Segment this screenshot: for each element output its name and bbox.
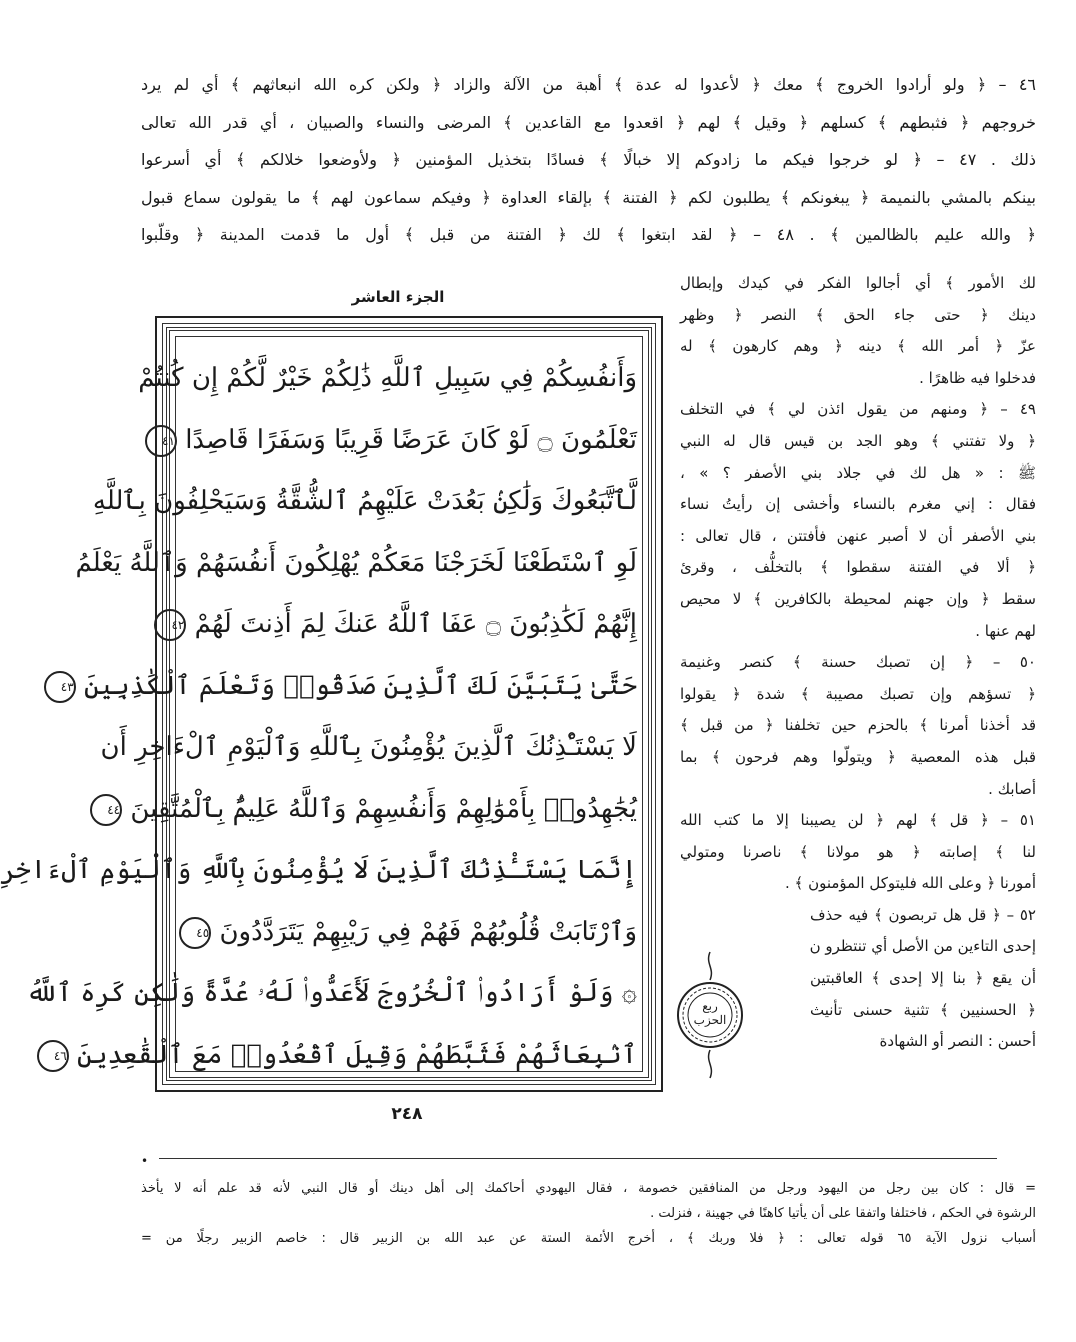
tafsir-line: ﴿ ألا في الفتنة سقطوا ﴾ بالتخلُّف ، وقرئ — [680, 558, 1036, 577]
verse-text: لَا يَسْتَـْٔذِنُكَ ٱلَّذِينَ يُؤْمِنُونَ بِٱللَّهِ وَٱلْيَوْمِ ٱلْءَاخِرِ أَن — [100, 732, 637, 762]
verse-text: وَأَنفُسِكُمْ فِي سَبِيلِ ٱللَّهِ ذَٰلِكُمْ خَيْرٌ لَّكُمْ إِن كُنتُمْ — [138, 363, 637, 393]
tafsir-line: دينك ﴿ حتى جاء الحق ﴾ النصر ﴿ وظهر — [680, 305, 1036, 324]
ayah-number-icon: ٤٥ — [179, 917, 211, 949]
verse-line — [53, 1025, 637, 1087]
mushaf-frame — [0, 316, 663, 1092]
verse-line — [107, 779, 637, 841]
verse-text: لَوِ ٱسْتَطَعْنَا لَخَرَجْنَا مَعَكُمْ يُهْلِكُونَ أَنفُسَهُمْ وَٱللَّهُ يَعْلَمُ — [75, 547, 637, 578]
ayah-number-icon: ٤٤ — [90, 794, 122, 826]
footnotes — [141, 1176, 1036, 1251]
ayah-number-icon: ٤٣ — [44, 671, 76, 703]
verse-line — [60, 656, 637, 718]
tafsir-line: لهم عنها . — [975, 621, 1036, 640]
verse-line — [162, 410, 637, 472]
verse-text: ۞ وَلَوْ أَرَادُوا۟ ٱلْخُرُوجَ لَأَعَدُّوا۟ لَهُۥ عُدَّةً وَلَٰكِن كَرِهَ ٱللَّهُ — [26, 978, 637, 1008]
hizb-label: ربع الحزب — [693, 999, 727, 1027]
tafsir-line: ٥٠ – ﴿ إن تصبك حسنة ﴾ كنصر وغنيمة — [680, 653, 1036, 672]
tafsir-line: قد أخذنا أمرنا ﴾ بالحزم حين تخلفنا ﴿ من قبل ﴾ — [680, 716, 1036, 735]
tafsir-line: ﴿ تسؤهم وإن تصبك مصيبة ﴾ شدة ﴿ يقولوا — [680, 684, 1036, 703]
tafsir-line: بينكم بالمشي بالنميمة ﴿ يبغونكم ﴾ يطلبون لكم ﴿ الفتنة ﴾ بإلقاء العداوة ﴿ وفيكم سماعون لهم ﴾ ما يقولون سماع قبول — [141, 187, 1036, 207]
tafsir-line: إحدى التاءين من الأصل أي تنتظرو ن — [809, 937, 1036, 956]
tafsir-line: لنا ﴾ إصابته ﴿ هو مولانا ﴾ ناصرنا ومتولي — [680, 842, 1036, 861]
verse-text: ٱنۢبِعَاثَهُمْ فَثَبَّطَهُمْ وَقِيلَ ٱقْعُدُوا۟ مَعَ ٱلْقَٰعِدِينَ — [76, 1039, 637, 1070]
verse-text: إِنَّهُمْ لَكَٰذِبُونَ ۝ عَفَا ٱللَّهُ عَنكَ لِمَ أَذِنتَ لَهُمْ — [194, 609, 637, 639]
tafsir-line: أحسن : النصر أو الشهادة — [879, 1032, 1036, 1051]
footnote-line: أسباب نزول الآية ٦٥ قوله تعالى : ﴿ فلا وربك ﴾ ، أخرج الأئمة الستة عن عبد الله بن الزبير قال : خاصم الزبير رجلًا من = — [141, 1231, 1036, 1246]
verse-text: تَعْلَمُونَ ۝ لَوْ كَانَ عَرَضًا قَرِيبًا وَسَفَرًا قَاصِدًا — [185, 424, 637, 455]
tafsir-line: سقط ﴿ وإن جهنم لمحيطة بالكافرين ﴾ لا محيص — [680, 589, 1036, 608]
tafsir-line: لك الأمور ﴾ أي أجالوا الفكر في كيدك وإبطال — [680, 274, 1036, 292]
tafsir-line: فقال : إني مغرم بالنساء وأخشى إن رأيتُ نساء — [680, 495, 1036, 514]
tafsir-line: أصابك . — [988, 779, 1036, 798]
verse-text: حَتَّىٰ يَتَبَيَّنَ لَكَ ٱلَّذِينَ صَدَقُوا۟ وَتَعْلَمَ ٱلْكَٰذِبِينَ — [83, 670, 637, 701]
verse-text: لَّٱتَّبَعُوكَ وَلَٰكِنۢ بَعُدَتْ عَلَيْهِمُ ٱلشُّقَّةُ وَسَيَحْلِفُونَ بِٱللَّهِ — [92, 486, 637, 516]
verse-text: وَٱرْتَابَتْ قُلُوبُهُمْ فَهُمْ فِي رَيْبِهِمْ يَتَرَدَّدُونَ — [219, 916, 637, 947]
ayah-number-icon: ٤٢ — [154, 609, 186, 641]
juz-header: الجزء العاشر — [351, 288, 445, 306]
tafsir-line: ٤٩ – ﴿ ومنهم من يقول ائذن لي ﴾ في التخلف — [680, 400, 1036, 419]
ayah-number-icon: ٤١ — [145, 425, 177, 457]
tafsir-line: ﴿ والله عليم بالظالمين ﴾ . ٤٨ – ﴿ لقد ابتغوا ﴾ لك ﴿ الفتنة من قبل ﴾ أول ما قدمت المدينة ﴿ وقلّبوا — [141, 225, 1036, 244]
tafsir-top-block — [141, 66, 1036, 254]
tafsir-line: أمورنا ﴿ وعلى الله فليتوكل المؤمنون ﴾ . — [785, 874, 1036, 893]
quran-verses — [0, 348, 637, 1070]
tafsir-line: ٥١ – ﴿ قل ﴾ لهم ﴿ لن يصيبنا إلا ما كتب الله — [680, 811, 1036, 830]
verse-line — [0, 840, 637, 902]
footnote-line: = قال : كان بين رجل من اليهود ورجل من المنافقين خصومة ، فقال اليهودي أحاكمك إلى أهل دينك أو قال النبي لأنه قد علم أنه لا يأخذ — [141, 1181, 1036, 1196]
page-number: ٢٤٨ — [391, 1104, 423, 1124]
verse-line — [181, 902, 637, 964]
tafsir-line: خروجهم ﴿ فثبطهم ﴾ كسلهم ﴿ وقيل ﴾ لهم ﴿ اقعدوا مع القاعدين ﴾ المرضى والنساء والصبيان ، أي قدر الله تعالى — [141, 112, 1037, 132]
verse-line — [138, 348, 637, 410]
tafsir-line: ﴿ ولا تفتني ﴾ وهو الجد بن قيس قال له النبي — [680, 431, 1036, 450]
footnote-divider — [159, 1158, 997, 1159]
bullet-dot: • — [141, 1154, 149, 1168]
verse-line — [171, 594, 637, 656]
tafsir-line: ٤٦ – ﴿ ولو أرادوا الخروج ﴾ معك ﴿ لأعدوا له عدة ﴾ أهبة من الآلة والزاد ﴿ ولكن كره الله انبعاثهم ﴾ أي لم يرد — [141, 75, 1036, 94]
tafsir-line: بني الأصفر أن لا أصبر عنهن فأفتتن ، قال تعالى : — [680, 526, 1036, 545]
tafsir-right-column — [680, 268, 1036, 1058]
verse-line — [92, 471, 637, 533]
tafsir-line: قبل هذه المعصية ﴿ ويتولّوا وهم فرحون ﴾ بما — [680, 747, 1036, 766]
tafsir-line: فدخلوا فيه ظاهرًا . — [919, 368, 1036, 387]
tafsir-line: ذلك . ٤٧ – ﴿ لو خرجوا فيكم ما زادوكم إلا خبالًا ﴾ فسادًا بتخذيل المؤمنين ﴿ ولأوضعوا خلالكم ﴾ أي أسرعوا — [141, 150, 1037, 169]
footnote-line: الرشوة في الحكم ، فاختلفا واتفقا على أن يأتيا كاهنًا في جهينة ، فنزلت . — [650, 1206, 1036, 1221]
hizb-marker-icon — [675, 950, 745, 1080]
verse-line — [75, 533, 637, 595]
tafsir-line: ٥٢ – ﴿ قل هل تربصون ﴾ فيه حذف — [810, 905, 1036, 924]
tafsir-line: ﴿ الحسنيين ﴾ تثنية حسنى تأنيث — [810, 1000, 1036, 1019]
tafsir-line: عزّ ﴿ أمر الله ﴾ دينه ﴿ وهم كارهون ﴾ له — [680, 337, 1036, 356]
ayah-number-icon: ٤٦ — [37, 1040, 69, 1072]
verse-text: يُجَٰهِدُوا۟ بِأَمْوَٰلِهِمْ وَأَنفُسِهِمْ وَٱللَّهُ عَلِيمٌۢ بِٱلْمُتَّقِينَ — [130, 793, 637, 824]
verse-line — [26, 963, 637, 1025]
tafsir-line: ﷺ : « هل لك في جلاد بني الأصفر ؟ » ، — [680, 463, 1036, 482]
verse-line — [100, 717, 637, 779]
verse-text: إِنَّمَا يَسْتَـْٔذِنُكَ ٱلَّذِينَ لَا يُؤْمِنُونَ بِٱللَّهِ وَٱلْيَوْمِ ٱلْءَاخِرِ — [0, 855, 637, 885]
tafsir-line: أن يقع ﴿ بنا إلا إحدى ﴾ العاقبتين — [810, 969, 1036, 988]
